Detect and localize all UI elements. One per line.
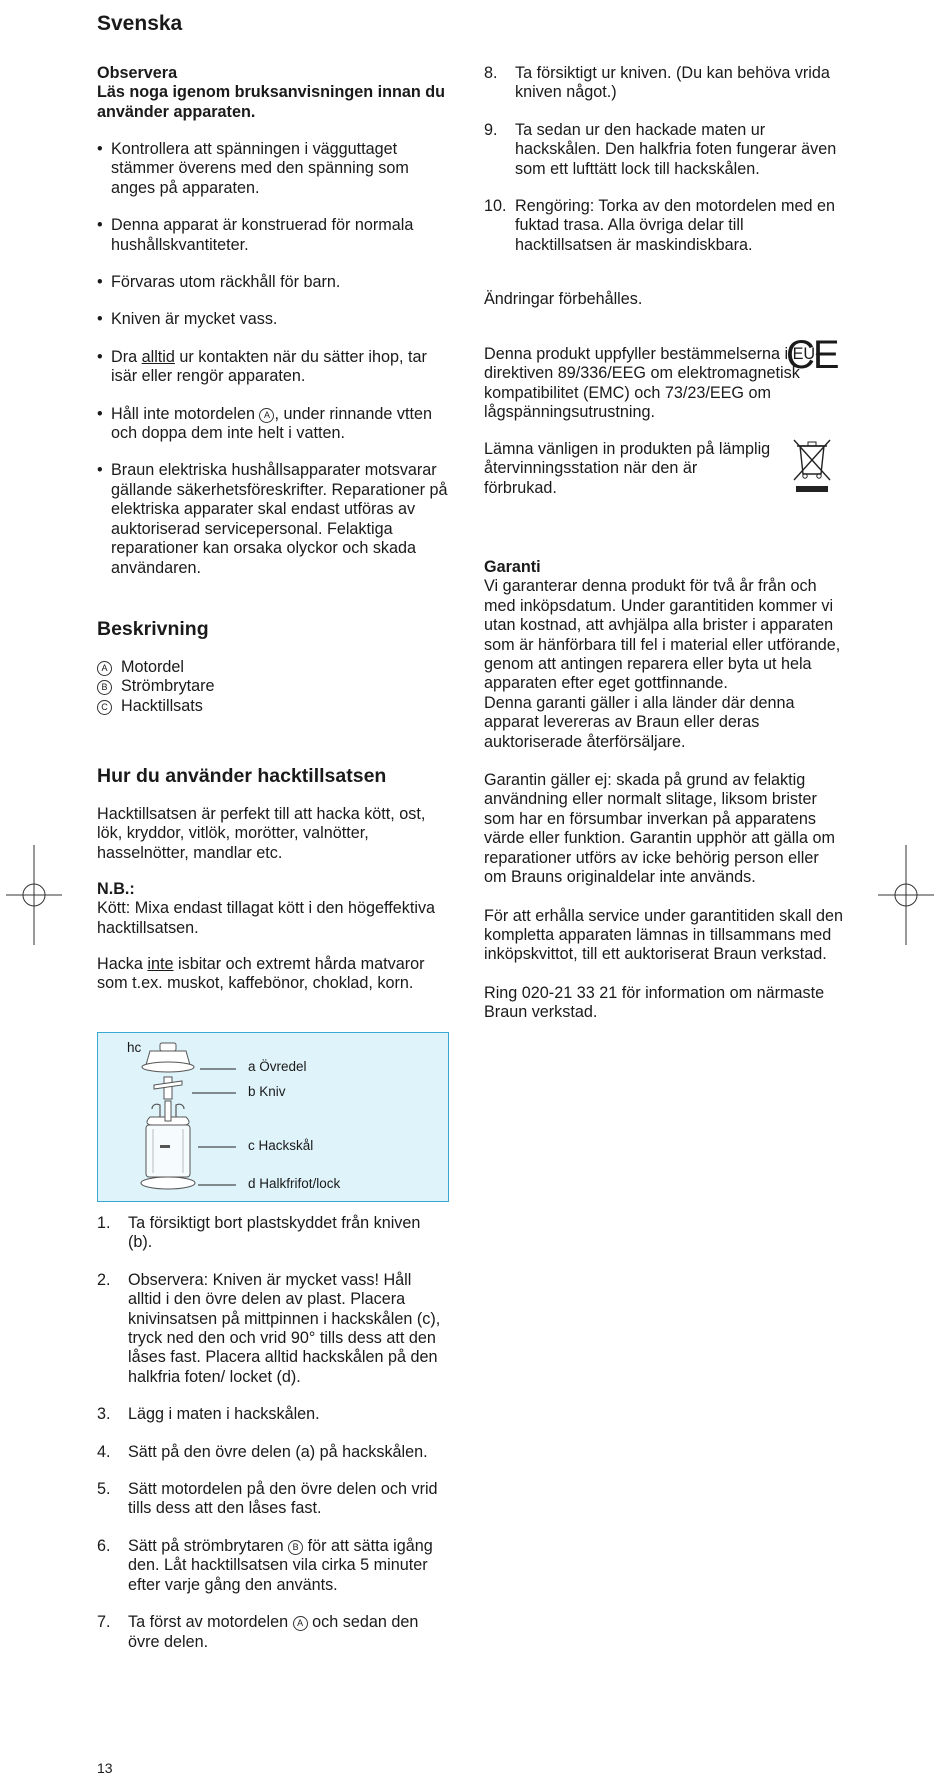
safety-item: • Kontrollera att spänningen i vägguttaget stämmer överens med den spänning som anges på apparaten.	[97, 140, 452, 198]
observe-title: Observera	[97, 64, 178, 82]
safety-list	[97, 140, 452, 596]
usage-warning: Hacka inte isbitar och extremt hårda matvaror som t.ex. muskot, kaffebönor, choklad, korn.	[97, 955, 425, 993]
list-item: 2. Observera: Kniven är mycket vass! Håll alltid i den övre delen av plast. Placera knivinsatsen på mittpinnen i hackskålen (c), tryck ned den och vrid 90° tills dess att den låses fast. Placera alltid hackskålen på den halkfria foten/ locket (d).	[97, 1270, 441, 1386]
warranty-paragraph: Denna garanti gäller i alla länder där denna apparat levereras av Braun eller deras auktoriserade återförsäljare.	[484, 693, 795, 751]
list-item: 9. Ta sedan ur den hackade maten ur hackskålen. Den halkfria foten fungerar även som ett lufttätt lock till hackskålen.	[484, 120, 837, 178]
changes-note: Ändringar förbehålles.	[484, 290, 643, 308]
nb-title: N.B.:	[97, 880, 135, 898]
description-heading: Beskrivning	[97, 618, 209, 640]
figure-part-label: c Hackskål	[248, 1138, 314, 1153]
list-item: 5. Sätt motordelen på den övre delen och vrid tills dess att den låses fast.	[97, 1480, 438, 1518]
symbol-a-icon: A	[293, 1616, 308, 1631]
language-title: Svenska	[97, 12, 183, 35]
registration-mark-icon	[6, 845, 62, 945]
ce-mark-icon: CE	[786, 333, 838, 377]
symbol-a-icon: A	[259, 408, 274, 423]
ce-text: Denna produkt uppfyller bestämmelserna i EU-direktiven 89/336/EEG om elektromagnetisk kompatibilitet (EMC) och 73/23/EEG om lågspänningsutrustning.	[484, 345, 821, 422]
list-item: 6. Sätt på strömbrytaren B för att sätta igång den. Låt hacktillsatsen vila cirka 5 minuter efter varje gång den använts.	[97, 1536, 433, 1594]
warranty-paragraph: Ring 020-21 33 21 för information om närmaste Braun verkstad.	[484, 983, 825, 1022]
warranty-paragraph: För att erhålla service under garantitiden skall den kompletta apparaten lämnas in tillsammans med inköpskvittot, till ett auktoriserat Braun verkstad.	[484, 906, 844, 964]
list-item: B Strömbrytare	[97, 677, 215, 696]
figure-part-label: d Halkfrifot/lock	[248, 1176, 341, 1191]
steps-list-left	[97, 1214, 447, 1670]
nb-text: Kött: Mixa endast tillagat kött i den högeffektiva hacktillsatsen.	[97, 899, 436, 937]
figure-part-label: b Kniv	[248, 1084, 286, 1099]
page-number: 13	[97, 1760, 113, 1776]
figure-part-label: a Övredel	[248, 1059, 307, 1074]
description-list	[97, 658, 215, 716]
safety-item: • Förvaras utom räckhåll för barn.	[97, 273, 452, 292]
warranty-paragraph: Vi garanterar denna produkt för två år från och med inköpsdatum. Under garantitiden kommer vi utan kostnad, att avhjälpa alla brister i apparaten som är hänförbara till fel i material eller utförande, genom att antingen reparera eller byta ut hela apparaten efter eget gottfinnande.	[484, 577, 841, 693]
list-item: C Hacktillsats	[97, 697, 215, 716]
symbol-a-icon: A	[97, 661, 112, 676]
list-item: 7. Ta först av motordelen A och sedan den övre delen.	[97, 1613, 419, 1651]
registration-mark-icon	[878, 845, 934, 945]
recycle-text: Lämna vänligen in produkten på lämplig återvinningsstation när den är förbrukad.	[484, 440, 771, 497]
usage-heading: Hur du använder hacktillsatsen	[97, 765, 387, 787]
symbol-b-icon: B	[288, 1540, 303, 1555]
list-item: 10. Rengöring: Torka av den motordelen med en fuktad trasa. Alla övriga delar till hacktillsatsen är maskindiskbara.	[484, 197, 836, 254]
list-item: 4. Sätt på den övre delen (a) på hackskålen.	[97, 1442, 428, 1461]
chopper-figure	[97, 1032, 449, 1202]
figure-label: hc	[127, 1040, 142, 1055]
steps-list-right	[484, 64, 844, 273]
safety-item: • Kniven är mycket vass.	[97, 310, 452, 329]
list-item: 1. Ta försiktigt bort plastskyddet från kniven (b).	[97, 1214, 421, 1252]
safety-item: • Dra alltid ur kontakten när du sätter ihop, tar isär eller rengör apparaten.	[97, 348, 452, 387]
symbol-b-icon: B	[97, 680, 112, 695]
symbol-c-icon: C	[97, 700, 112, 715]
list-item: 8. Ta försiktigt ur kniven. (Du kan behöva vrida kniven något.)	[484, 64, 830, 102]
observe-subtitle: Läs noga igenom bruksanvisningen innan du använder apparaten.	[97, 83, 446, 121]
safety-item: • Håll inte motordelen A , under rinnande vtten och doppa dem inte helt i vatten.	[97, 405, 452, 444]
warranty-title: Garanti	[484, 558, 541, 576]
safety-item: • Braun elektriska hushållsapparater motsvarar gällande säkerhetsföreskrifter. Reparationer på elektriska apparater skal endast utföras av auktoriserad servicepersonal. Felaktiga reparationer kan orsaka olyckor och skada användaren.	[97, 461, 452, 577]
weee-bin-icon	[790, 438, 834, 494]
list-item: A Motordel	[97, 658, 215, 677]
warranty-paragraph: Garantin gäller ej: skada på grund av felaktig användning eller normalt slitage, liksom brister som har en försumbar inverkan på apparatens värde eller funktion. Garantin upphör att gälla om reparationer utförs av icke behörig person eller om Brauns originaldelar inte används.	[484, 771, 835, 887]
usage-intro: Hacktillsatsen är perfekt till att hacka kött, ost, lök, kryddor, vitlök, morötter, valnötter, hasselnötter, mandlar etc.	[97, 805, 426, 862]
safety-item: • Denna apparat är konstruerad för normala hushållskvantiteter.	[97, 216, 452, 255]
list-item: 3. Lägg i maten i hackskålen.	[97, 1405, 320, 1424]
